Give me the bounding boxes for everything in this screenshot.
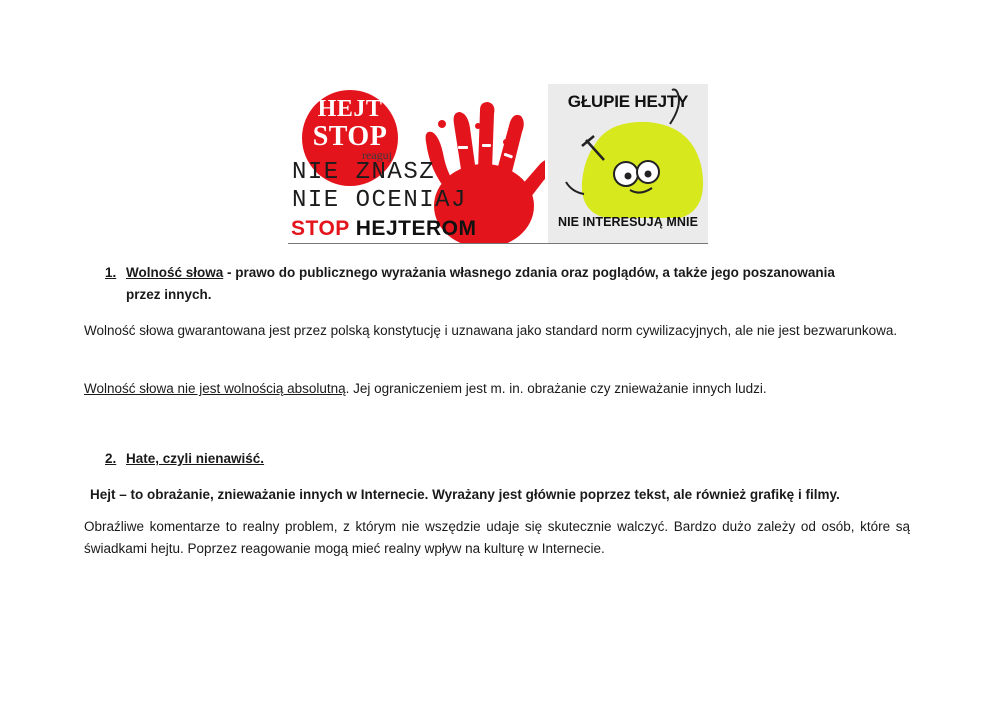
stop-word: STOP [291,217,350,240]
poster-title: GŁUPIE HEJTY [567,92,689,111]
circle-small-text: reaguj [362,148,392,162]
section1-paragraph2-rest: . Jej ograniczeniem jest m. in. obrażanie czy znieważanie innych ludzi. [345,381,767,396]
section1-paragraph2-underlined: Wolność słowa nie jest wolnością absolutną [84,381,346,396]
section2-number: 2. [105,451,117,466]
section2-paragraph: Obraźliwe komentarze to realny problem, z którym nie wszędzie udaje się skutecznie walczyć. Bardzo dużo zależy od osób, które są świadkami hejtu. Poprzez reagowanie mogą mieć realny wpływ na kulturę w Internecie. [84,519,910,556]
glupie-hejty-poster [548,84,708,244]
section2-title: Hate, czyli nienawiść. [126,451,265,466]
section1-paragraph1: Wolność słowa gwarantowana jest przez polską konstytucję i uznawana jako standard norm cywilizacyjnych, ale nie jest bezwarunkowa. [84,323,898,338]
section1-term: Wolność słowa [126,265,224,280]
image-underline [288,243,708,244]
section1-definition-line2: przez innych. [126,287,212,302]
poster-caption: NIE INTERESUJĄ MNIE [557,215,699,229]
section1-number: 1. [105,265,117,280]
circle-line2: STOP [312,121,388,152]
stop-hejt-poster [288,84,545,244]
poster-line1: NIE ZNASZ [292,159,436,186]
section1-heading [126,262,916,284]
hejterom-word: HEJTEROM [355,217,477,240]
section1-paragraph2 [84,378,910,400]
section2-bold-line: Hejt – to obrażanie, znieważanie innych w Internecie. Wyrażany jest głównie poprzez tekst, ale również grafikę i filmy. [90,487,840,502]
poster-stop-hejterom [291,217,476,241]
poster-line2: NIE OCENIAJ [292,187,467,214]
circle-line1: HEJT [317,96,383,122]
section1-definition-line1: - prawo do publicznego wyrażania własnego zdania oraz poglądów, a także jego poszanowania [223,265,835,280]
